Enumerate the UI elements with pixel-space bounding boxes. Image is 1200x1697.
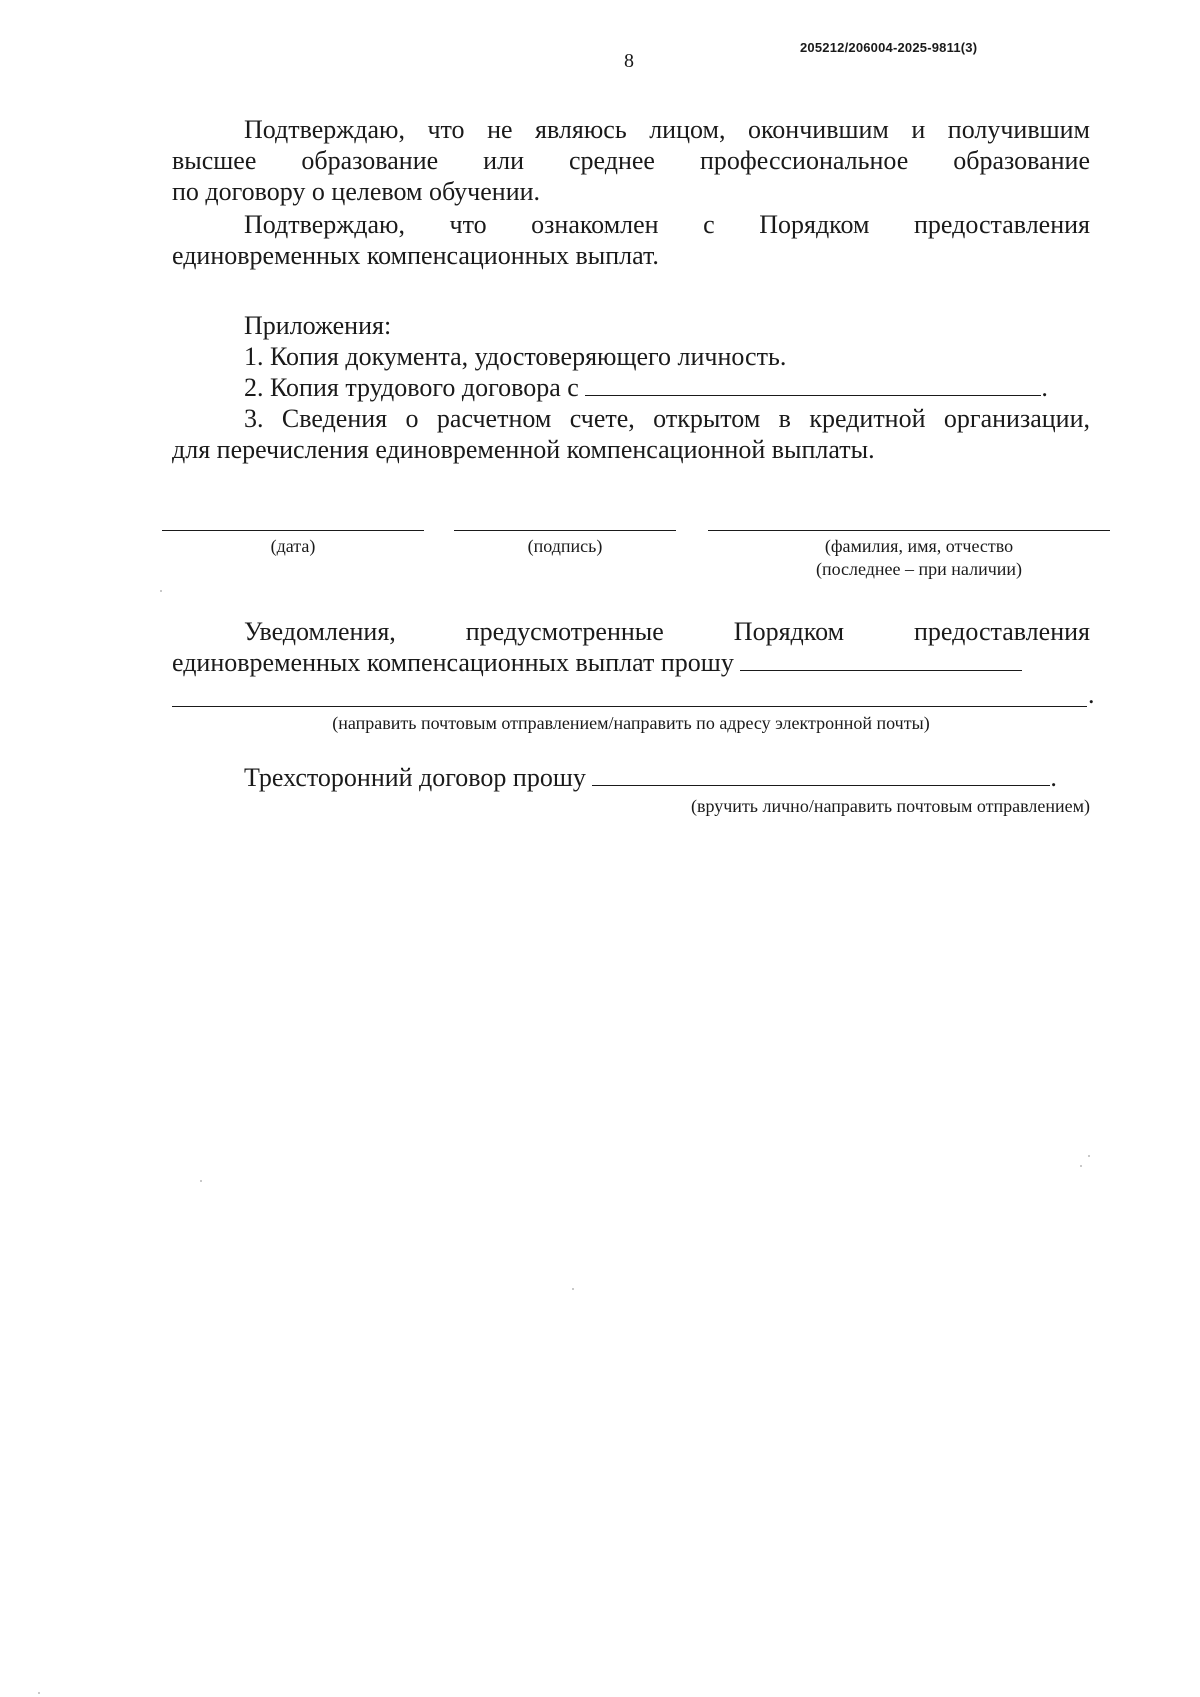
document-number: 205212/206004-2025-9811(3) xyxy=(800,40,978,55)
confirmation-1-line-2: высшее образование или среднее профессиональное образование xyxy=(172,146,1090,175)
full-name-caption-line-2: (последнее – при наличии) xyxy=(815,559,1023,579)
notifications-line-1: Уведомления, предусмотренные Порядком предоставления xyxy=(244,617,1090,646)
notification-method-period: . xyxy=(1088,680,1095,709)
notification-method-field-2[interactable] xyxy=(172,682,1087,707)
scan-speck xyxy=(38,1692,40,1694)
confirmation-2-line-2: единовременных компенсационных выплат. xyxy=(172,241,659,270)
attachment-item-3 xyxy=(172,403,1090,465)
notification-method-field-1[interactable] xyxy=(740,648,1022,671)
confirmation-2-line-1: Подтверждаю, что ознакомлен с Порядком предоставления xyxy=(244,210,1090,239)
attachment-item-3-line-1: 3. Сведения о расчетном счете, открытом в кредитной организации, xyxy=(244,404,1090,433)
attachment-item-2-period: . xyxy=(1041,373,1048,402)
scan-speck xyxy=(1088,1155,1090,1157)
scan-speck xyxy=(160,590,162,592)
date-caption: (дата) xyxy=(270,536,316,556)
attachment-item-1: 1. Копия документа, удостоверяющего личность. xyxy=(244,342,787,371)
notification-method-caption: (направить почтовым отправлением/направить по адресу электронной почты) xyxy=(332,713,930,733)
attachment-item-3-line-2: для перечисления единовременной компенсационной выплаты. xyxy=(172,435,875,464)
tripartite-delivery-caption: (вручить лично/направить почтовым отправлением) xyxy=(691,796,1090,816)
confirmation-paragraph-2 xyxy=(172,209,1090,271)
confirmation-paragraph-1 xyxy=(172,114,1090,207)
signature-field[interactable] xyxy=(454,530,676,531)
scan-speck xyxy=(1080,1165,1082,1167)
notifications-paragraph xyxy=(172,616,1090,678)
signature-caption: (подпись) xyxy=(527,536,603,556)
attachments-heading: Приложения: xyxy=(244,311,392,340)
employment-contract-party-field[interactable] xyxy=(585,373,1041,396)
tripartite-contract-line xyxy=(244,762,1057,793)
page-number: 8 xyxy=(624,50,634,72)
full-name-caption xyxy=(718,535,1120,581)
tripartite-delivery-field[interactable] xyxy=(592,763,1050,786)
tripartite-contract-period: . xyxy=(1050,763,1057,792)
scan-speck xyxy=(200,1180,202,1182)
notifications-line-2: единовременных компенсационных выплат прошу xyxy=(172,648,734,677)
tripartite-contract-label: Трехсторонний договор прошу xyxy=(244,763,586,792)
confirmation-1-line-3: по договору о целевом обучении. xyxy=(172,177,541,206)
full-name-field[interactable] xyxy=(708,530,1110,531)
attachment-item-2 xyxy=(244,372,1048,403)
attachment-item-2-label: 2. Копия трудового договора с xyxy=(244,373,579,402)
scan-speck xyxy=(572,1288,574,1290)
confirmation-1-line-1: Подтверждаю, что не являюсь лицом, окончившим и получившим xyxy=(244,115,1090,144)
full-name-caption-line-1: (фамилия, имя, отчество xyxy=(824,536,1014,556)
date-field[interactable] xyxy=(162,530,424,531)
